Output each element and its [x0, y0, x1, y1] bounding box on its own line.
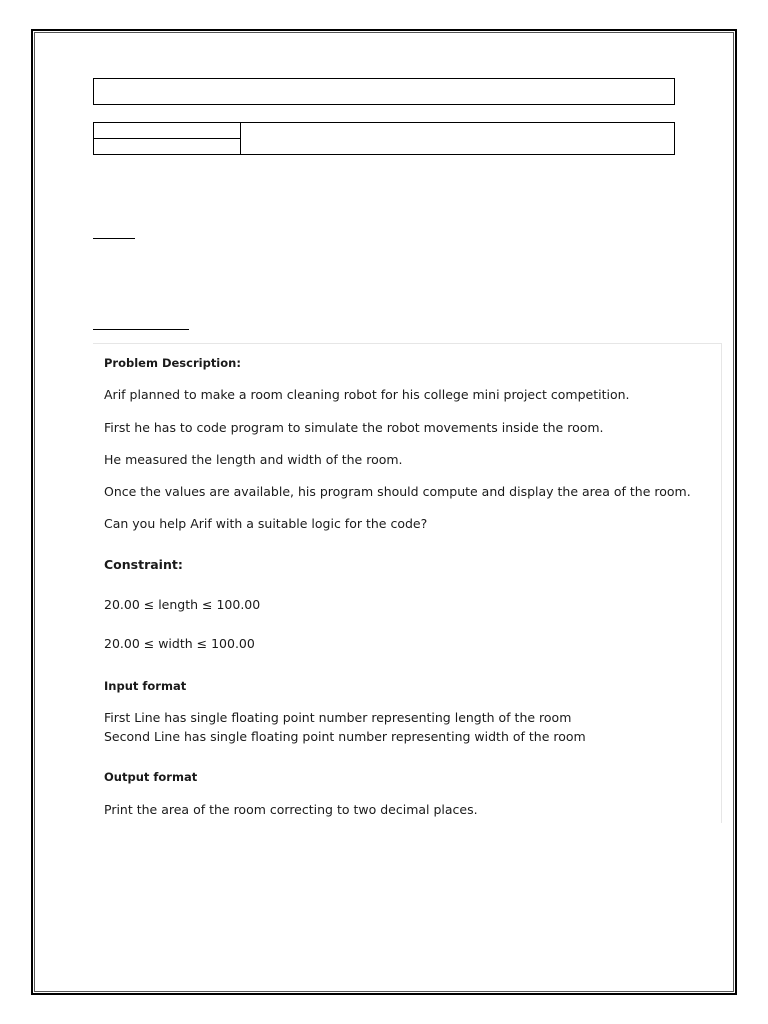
constraint-width: 20.00 ≤ width ≤ 100.00: [104, 636, 255, 651]
input-format-line: First Line has single floating point number representing length of the room: [104, 710, 572, 725]
info-table-row: [94, 123, 675, 139]
problem-line: He measured the length and width of the room.: [104, 452, 403, 467]
problem-line: First he has to code program to simulate the robot movements inside the room.: [104, 420, 604, 435]
problem-line: Once the values are available, his program should compute and display the area of the room.: [104, 484, 691, 499]
blank-underline-aim: [93, 238, 135, 239]
problem-panel: [93, 343, 722, 823]
info-table-value-cell: [241, 123, 675, 155]
output-format-heading: Output format: [104, 770, 198, 784]
constraint-length: 20.00 ≤ length ≤ 100.00: [104, 597, 261, 612]
problem-heading: Problem Description:: [104, 356, 241, 370]
output-format-line: Print the area of the room correcting to two decimal places.: [104, 802, 478, 817]
info-table-label-cell: [94, 123, 241, 139]
input-format-line: Second Line has single floating point number representing width of the room: [104, 729, 586, 744]
constraint-heading: Constraint:: [104, 557, 183, 572]
problem-line: Arif planned to make a room cleaning robot for his college mini project competition.: [104, 387, 630, 402]
title-box: [93, 78, 675, 105]
blank-underline-section: [93, 329, 189, 330]
info-table-label-cell: [94, 139, 241, 155]
info-table: [93, 122, 675, 155]
problem-line: Can you help Arif with a suitable logic for the code?: [104, 516, 428, 531]
input-format-heading: Input format: [104, 679, 187, 693]
